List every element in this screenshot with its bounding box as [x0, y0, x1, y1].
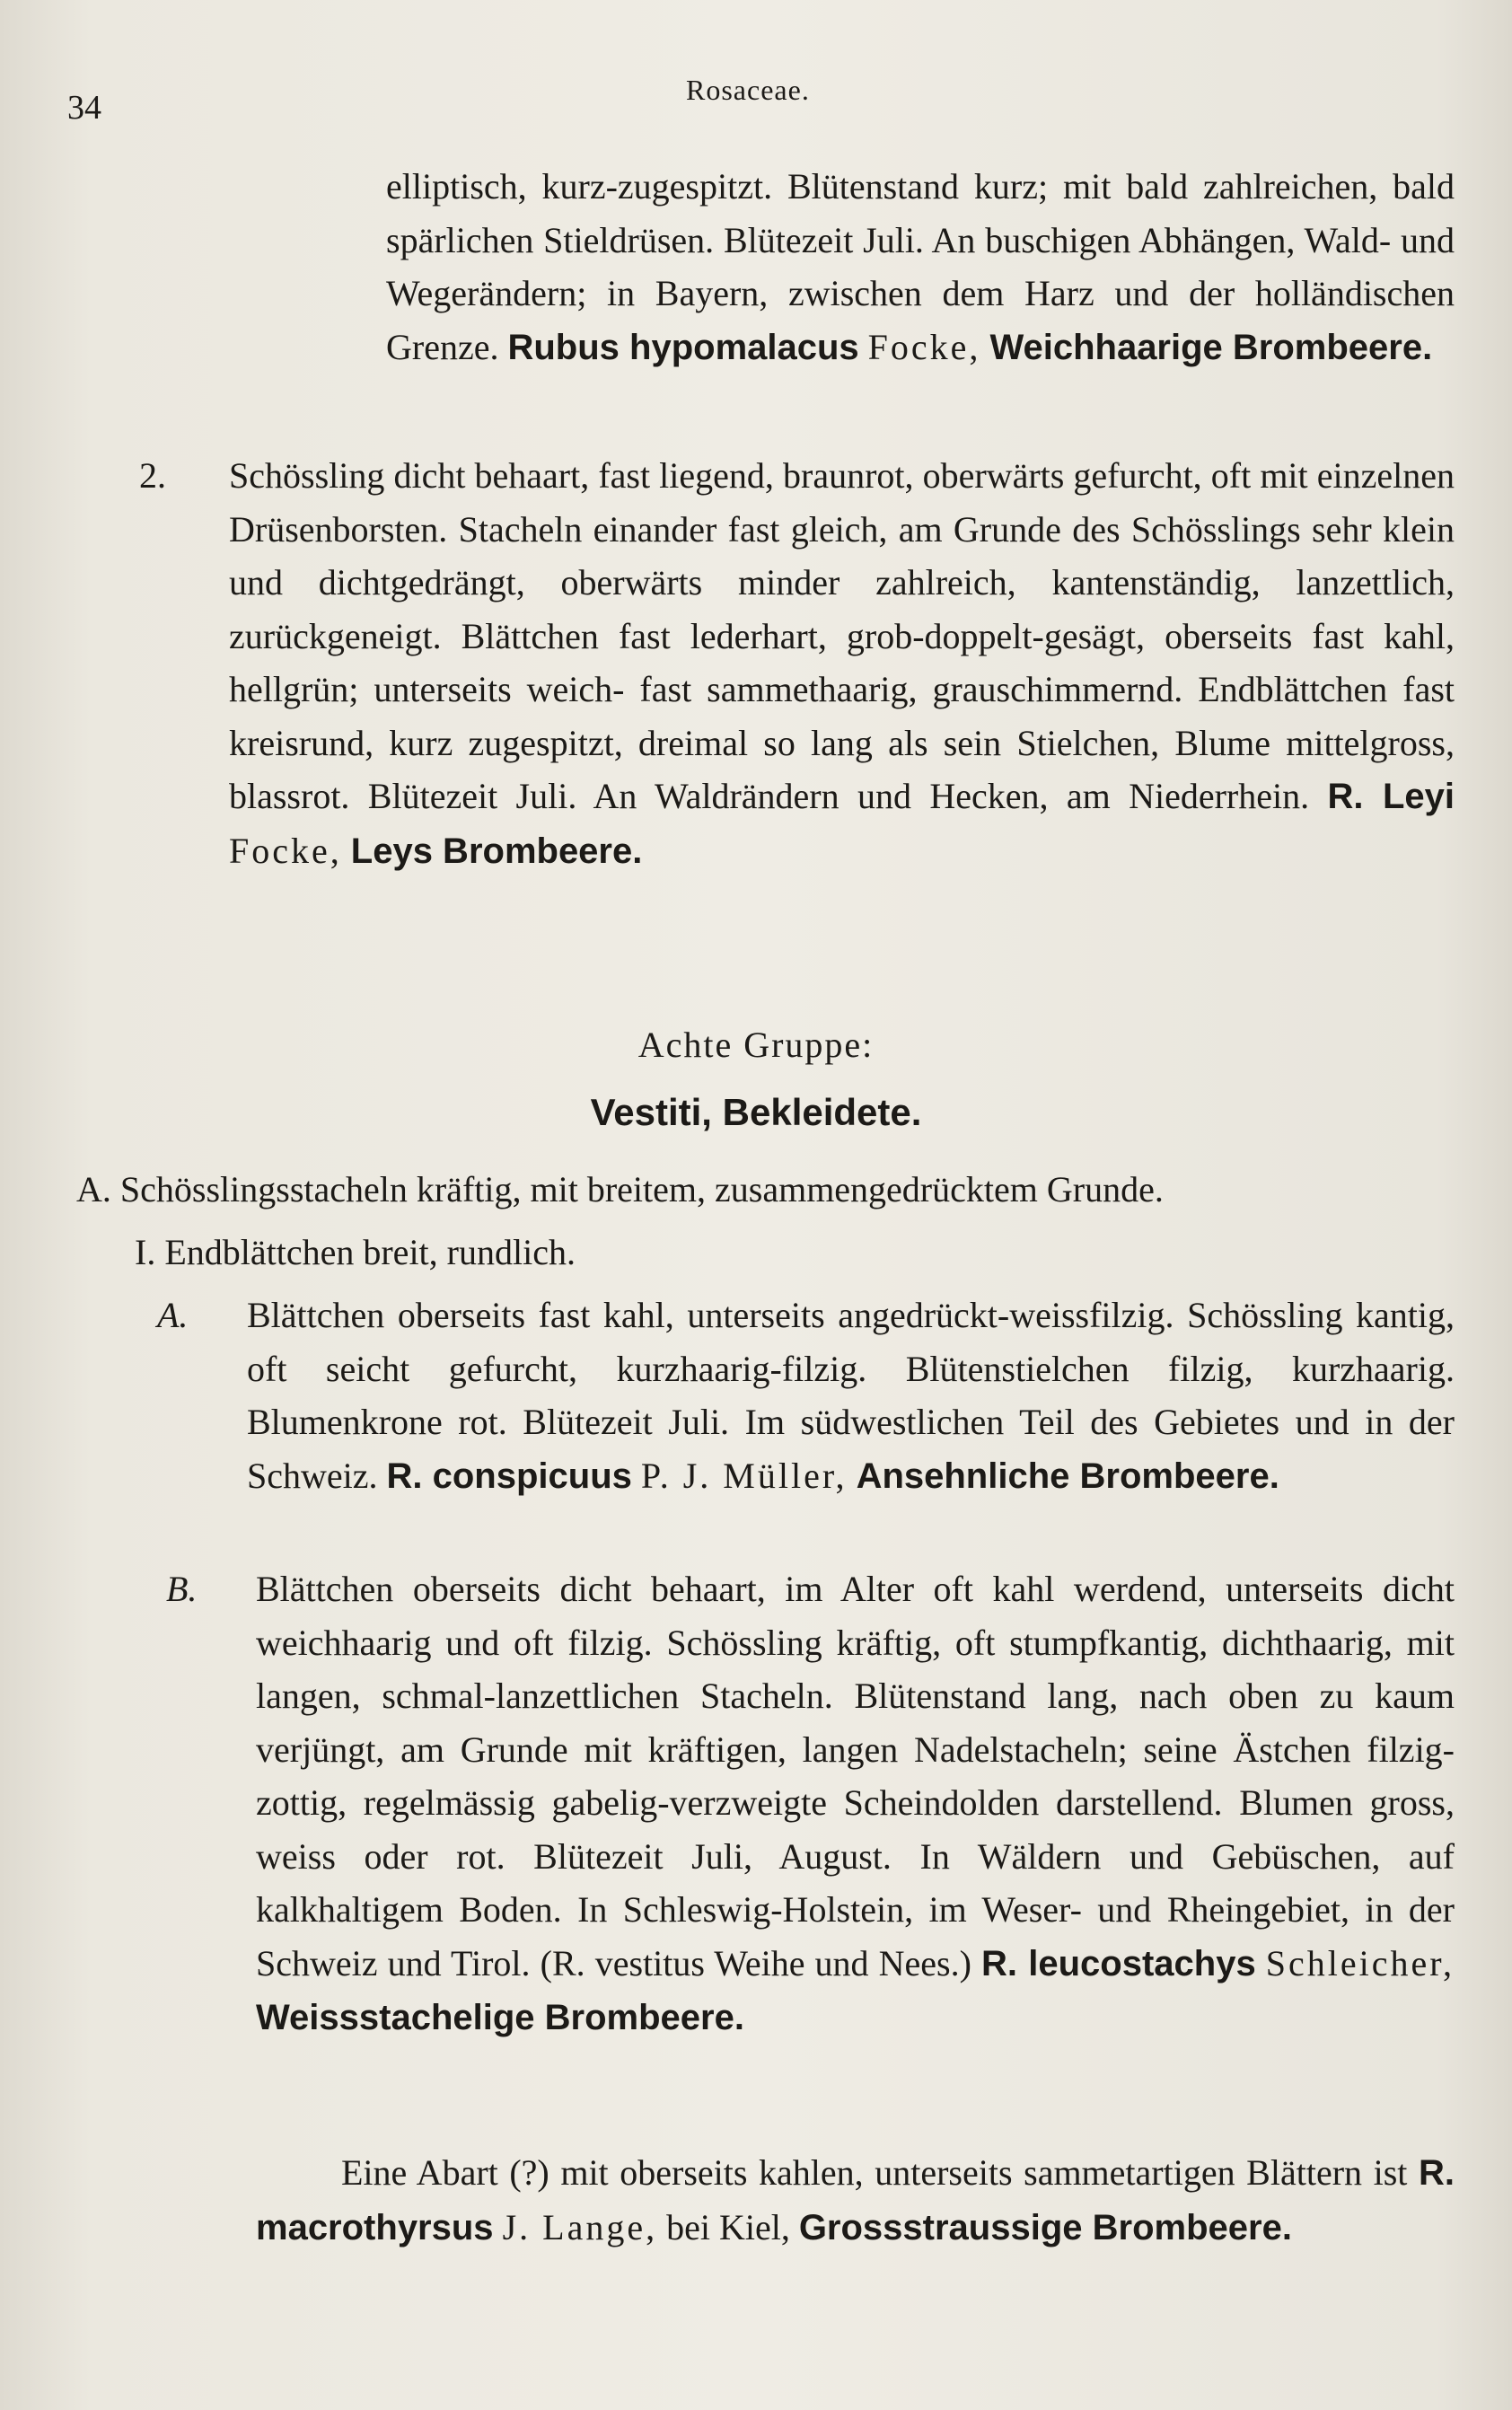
- location-text: bei Kiel,: [666, 2206, 790, 2247]
- group-title: Achte Gruppe:: [637, 1025, 875, 1065]
- paragraph-item-2: [139, 449, 1455, 878]
- paragraph-hypomalacus: [386, 160, 1455, 374]
- species-name: Rubus hypomalacus: [507, 327, 859, 367]
- group-name: Vestiti, Bekleidete.: [590, 1091, 922, 1133]
- running-title: Rosaceae.: [686, 74, 810, 106]
- item-label: A.: [157, 1295, 189, 1335]
- species-name: R. Leyi: [1327, 777, 1455, 816]
- paragraph-conspicuus: [157, 1289, 1455, 1503]
- common-name: Grossstraussige Brombeere.: [798, 2207, 1292, 2247]
- common-name: Weichhaarige Brombeere.: [989, 327, 1433, 367]
- common-name: Leys Brombeere.: [350, 831, 643, 871]
- page-number: 34: [67, 89, 101, 127]
- paragraph-text: elliptisch, kurz-zugespitzt. Blütenstand kurz; mit bald zahlreichen, bald spärlichen Stieldrüsen. Blütezeit Juli. An buschigen Abhängen, Wald- und Wegerändern; in Bayern, zwischen dem Harz und der holländischen Grenze.: [386, 166, 1455, 367]
- paragraph-text: Schössling dicht behaart, fast liegend, braunrot, oberwärts gefurcht, oft mit einzelnen Drüsenborsten. Stacheln einander fast gleich, am Grunde des Schösslings sehr klein und dichtgedrängt, oberwärts minder zahlreich, kantenständig, lanzettlich, zurückgeneigt. Blättchen fast lederhart, grob-doppelt-gesägt, oberseits fast kahl, hellgrün; unterseits weich- fast sammethaarig, grauschimmernd. Endblättchen fast kreisrund, kurz zugespitzt, dreimal so lang als sein Stielchen, Blume mittelgross, blassrot. Blütezeit Juli. An Waldrändern und Hecken, am Niederrhein.: [229, 455, 1455, 816]
- author-name: Schleicher,: [1265, 1942, 1455, 1983]
- species-name: R. macrothyrsus: [256, 2153, 1455, 2247]
- paragraph-macrothyrsus: [256, 2146, 1455, 2255]
- author-name: Focke,: [229, 830, 342, 871]
- section-text: Endblättchen breit, rundlich.: [164, 1232, 576, 1272]
- section-text: Schösslingsstacheln kräftig, mit breitem, zusammengedrücktem Grunde.: [119, 1169, 1164, 1209]
- section-label: A.: [76, 1169, 111, 1209]
- paragraph-text: Eine Abart (?) mit oberseits kahlen, unterseits sammetartigen Blättern ist: [341, 2152, 1408, 2193]
- author-name: Focke,: [867, 326, 981, 367]
- common-name: Weissstachelige Brombeere.: [256, 1998, 744, 2037]
- common-name: Ansehnliche Brombeere.: [856, 1456, 1279, 1496]
- section-i-heading: [135, 1226, 1455, 1280]
- species-name: R. conspicuus: [386, 1456, 632, 1496]
- paragraph-leucostachys: [166, 1562, 1455, 2045]
- section-a-heading: [76, 1163, 1455, 1217]
- author-name: J. Lange,: [502, 2206, 658, 2247]
- item-number: 2.: [139, 455, 166, 496]
- species-name: R. leucostachys: [981, 1943, 1256, 1983]
- section-label: I.: [135, 1232, 156, 1272]
- author-name: P. J. Müller,: [640, 1455, 848, 1496]
- paragraph-text: Blättchen oberseits dicht behaart, im Alter oft kahl werdend, unterseits dicht weichhaarig und oft filzig. Schössling kräftig, oft stumpfkantig, dichthaarig, mit langen, schmal-lanzettlichen Stacheln. Blütenstand lang, nach oben zu kaum verjüngt, am Grunde mit kräftigen, langen Nadelstacheln; seine Ästchen filzig-zottig, regelmässig gabelig-verzweigte Scheindolden darstellend. Blumen gross, weiss oder rot. Blütezeit Juli, August. In Wäldern und Gebüschen, auf kalkhaltigem Boden. In Schleswig-Holstein, im Weser- und Rheingebiet, in der Schweiz und Tirol. (R. vestitus Weihe und Nees.): [256, 1569, 1455, 1983]
- paragraph-text: Blättchen oberseits fast kahl, unterseits angedrückt-weissfilzig. Schössling kantig, oft seicht gefurcht, kurzhaarig-filzig. Blütenstielchen filzig, kurzhaarig. Blumenkrone rot. Blütezeit Juli. Im südwestlichen Teil des Gebietes und in der Schweiz.: [247, 1295, 1455, 1496]
- item-label: B.: [166, 1569, 198, 1609]
